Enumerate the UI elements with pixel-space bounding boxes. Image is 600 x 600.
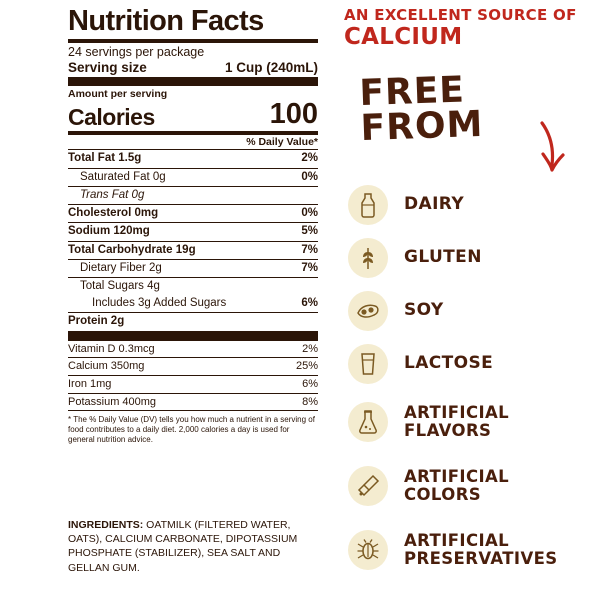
nutrient-row: [68, 313, 318, 331]
ingredients-text: OATMILK (FILTERED WATER, OATS), CALCIUM CARBONATE, DIPOTASSIUM PHOSPHATE (STABILIZER), SEA SALT AND GELLAN GUM.: [68, 519, 298, 574]
free-from-column: [340, 0, 600, 600]
badge: [348, 466, 388, 506]
free-from-heading: FREE FROM: [358, 69, 485, 150]
nutrient-row: [68, 187, 318, 205]
serving-size-row: [68, 60, 318, 77]
nutrient-dv: 7%: [301, 243, 318, 256]
nutrient-name: Includes 3g Added Sugars: [92, 297, 227, 310]
milk-bottle-icon: [356, 192, 380, 218]
soybean-icon: [355, 300, 381, 322]
ingredients-label: INGREDIENTS:: [68, 519, 144, 531]
down-arrow-icon: [528, 120, 568, 175]
nutrition-facts-panel: [68, 6, 318, 445]
list-item: [344, 231, 600, 284]
list-item-label: SOY: [404, 300, 444, 321]
flask-icon: [357, 409, 379, 435]
vitamin-name: Potassium 400mg: [68, 395, 157, 408]
calories-label: Calories: [68, 104, 155, 131]
vitamin-row: [68, 341, 318, 359]
badge: [348, 344, 388, 384]
badge: [348, 530, 388, 570]
excellent-source-callout: [344, 8, 596, 50]
list-item: [344, 454, 600, 518]
vitamin-dv: 6%: [302, 377, 318, 390]
vitamin-dv: 25%: [295, 360, 318, 373]
nutrient-dv: 5%: [301, 225, 318, 238]
nutrient-row: [68, 150, 318, 168]
list-item-label: DAIRY: [404, 194, 465, 215]
milk-glass-icon: [357, 351, 379, 377]
nutrient-dv: 0%: [301, 207, 318, 220]
excellent-source-line2: CALCIUM: [344, 23, 463, 50]
daily-value-footnote: * The % Daily Value (DV) tells you how much a nutrient in a serving of food contributes to a daily diet. 2,000 calories a day is used for general nutrition advice.: [68, 415, 315, 445]
list-item: [344, 178, 600, 231]
calories-row: [68, 100, 318, 131]
nutrient-row: [68, 223, 318, 241]
free-from-list: [344, 178, 600, 582]
nutrition-facts-title: Nutrition Facts: [68, 5, 264, 37]
serving-size-label: Serving size: [68, 60, 147, 76]
badge: [348, 291, 388, 331]
nutrient-name: Total Fat 1.5g: [68, 152, 142, 165]
list-item-label: GLUTEN: [404, 247, 482, 268]
calories-value: 100: [269, 98, 318, 131]
list-item: [344, 390, 600, 454]
list-item-label: ARTIFICIAL FLAVORS: [404, 403, 510, 440]
vitamin-row: [68, 394, 318, 412]
nutrient-dv: 0%: [301, 170, 318, 183]
badge: [348, 185, 388, 225]
nutrient-row: [68, 169, 318, 187]
nutrient-row: [68, 205, 318, 223]
nutrient-name: Saturated Fat 0g: [80, 170, 166, 183]
vitamin-block: [68, 341, 318, 412]
list-item: [344, 284, 600, 337]
nutrient-name: Total Sugars 4g: [80, 279, 160, 292]
serving-size-value: 1 Cup (240mL): [224, 60, 318, 76]
bug-icon: [355, 538, 381, 562]
daily-value-header: % Daily Value*: [246, 136, 318, 149]
vitamin-row: [68, 358, 318, 376]
badge: [348, 238, 388, 278]
list-item: [344, 518, 600, 582]
vitamin-row: [68, 376, 318, 394]
list-item-label: LACTOSE: [404, 353, 494, 374]
badge: [348, 402, 388, 442]
divider-thick: [68, 77, 318, 86]
nutrient-name: Dietary Fiber 2g: [80, 261, 162, 274]
nutrient-row: [68, 242, 318, 260]
nutrient-dv: 6%: [301, 297, 318, 310]
vitamin-name: Iron 1mg: [68, 377, 112, 390]
excellent-source-line1: AN EXCELLENT SOURCE OF: [344, 6, 577, 24]
nutrient-name: Sodium 120mg: [68, 225, 150, 238]
nutrient-row: [68, 260, 318, 278]
list-item-label: ARTIFICIAL PRESERVATIVES: [404, 531, 558, 568]
nutrient-name: Protein 2g: [68, 315, 125, 328]
amount-per-serving-label: Amount per serving: [68, 88, 168, 101]
divider-thick: [68, 332, 318, 341]
nutrient-dv: 7%: [301, 261, 318, 274]
nutrient-name: Trans Fat 0g: [80, 188, 145, 201]
vitamin-dv: 2%: [302, 342, 318, 355]
vitamin-dv: 8%: [302, 395, 318, 408]
vitamin-name: Calcium 350mg: [68, 360, 145, 373]
list-item-label: ARTIFICIAL COLORS: [404, 467, 510, 504]
nutrient-name: Cholesterol 0mg: [68, 207, 159, 220]
dropper-icon: [355, 473, 381, 499]
wheat-icon: [356, 245, 380, 271]
nutrient-name: Total Carbohydrate 19g: [68, 243, 196, 256]
vitamin-name: Vitamin D 0.3mcg: [68, 342, 155, 355]
list-item: [344, 337, 600, 390]
servings-per-container: 24 servings per package: [68, 45, 205, 60]
ingredients-block: [68, 518, 320, 575]
nutrient-row: [68, 278, 318, 295]
nutrient-dv: 2%: [301, 152, 318, 165]
nutrient-row: [68, 295, 318, 313]
